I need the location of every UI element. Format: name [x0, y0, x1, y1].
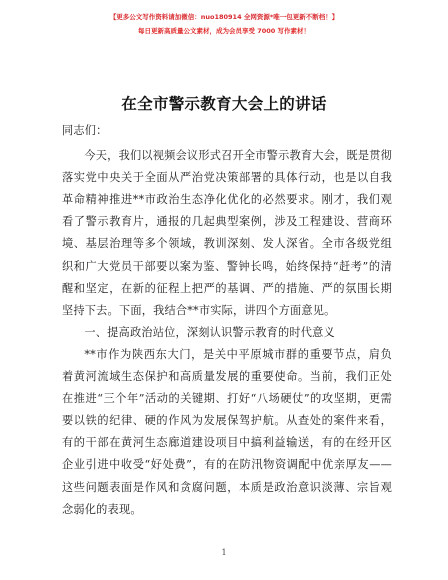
document-title: 在全市警示教育大会上的讲话: [121, 95, 327, 113]
paragraph-section-1: **市作为陕西东大门，是关中平原城市群的重要节点，肩负着黄河流域生态保护和高质量发展的重要使命。当前，我们正处在推进“三个年”活动的关键期、打好“八场硬仗”的攻坚期，更需要以铁的纪律、硬的作风为发展保驾护航。从查处的案件来看，有的干部在黄河生态廊道建设项目中搞利益输送，有的在经开区企业引进中收受“好处费”，有的在防汛物资调配中优亲厚友——这些问题表面是作风和贪腐问题，本质是政治意识淡薄、宗旨观念弱化的表现。: [62, 347, 392, 516]
paragraph-opening: 今天，我们以视频会议形式召开全市警示教育大会，既是贯彻落实党中央关于全面从严治党决策部署的具体行动，也是以自我革命精神推进**市政治生态净化优化的必然要求。刚才，我们观看了警示教育片，通报的几起典型案例，涉及工程建设、营商环境、基层治理等多个领域，教训深刻、发人深省。全市各级党组织和广大党员干部要以案为鉴、警钟长鸣，始终保持“赶考”的清醒和坚定，在新的征程上把严的基调、严的措施、严的氛围长期坚持下去。下面，我结合**市实际，讲四个方面意见。: [62, 149, 392, 317]
salutation: 同志们：: [62, 124, 108, 137]
promo-banner-line1: 【更多公文写作资料请加微信：nuo180914 全网资源*唯一包更新不断档！】: [109, 13, 339, 21]
promo-banner: [0, 10, 448, 38]
promo-banner-line2: 每日更新高质量公文素材，成为会员享受 7000 写作素材！: [137, 27, 311, 35]
page-number: 1: [221, 548, 227, 557]
document-body: [62, 120, 392, 521]
section-heading-1: 一、提高政治站位，深刻认识警示教育的时代意义: [84, 325, 335, 339]
